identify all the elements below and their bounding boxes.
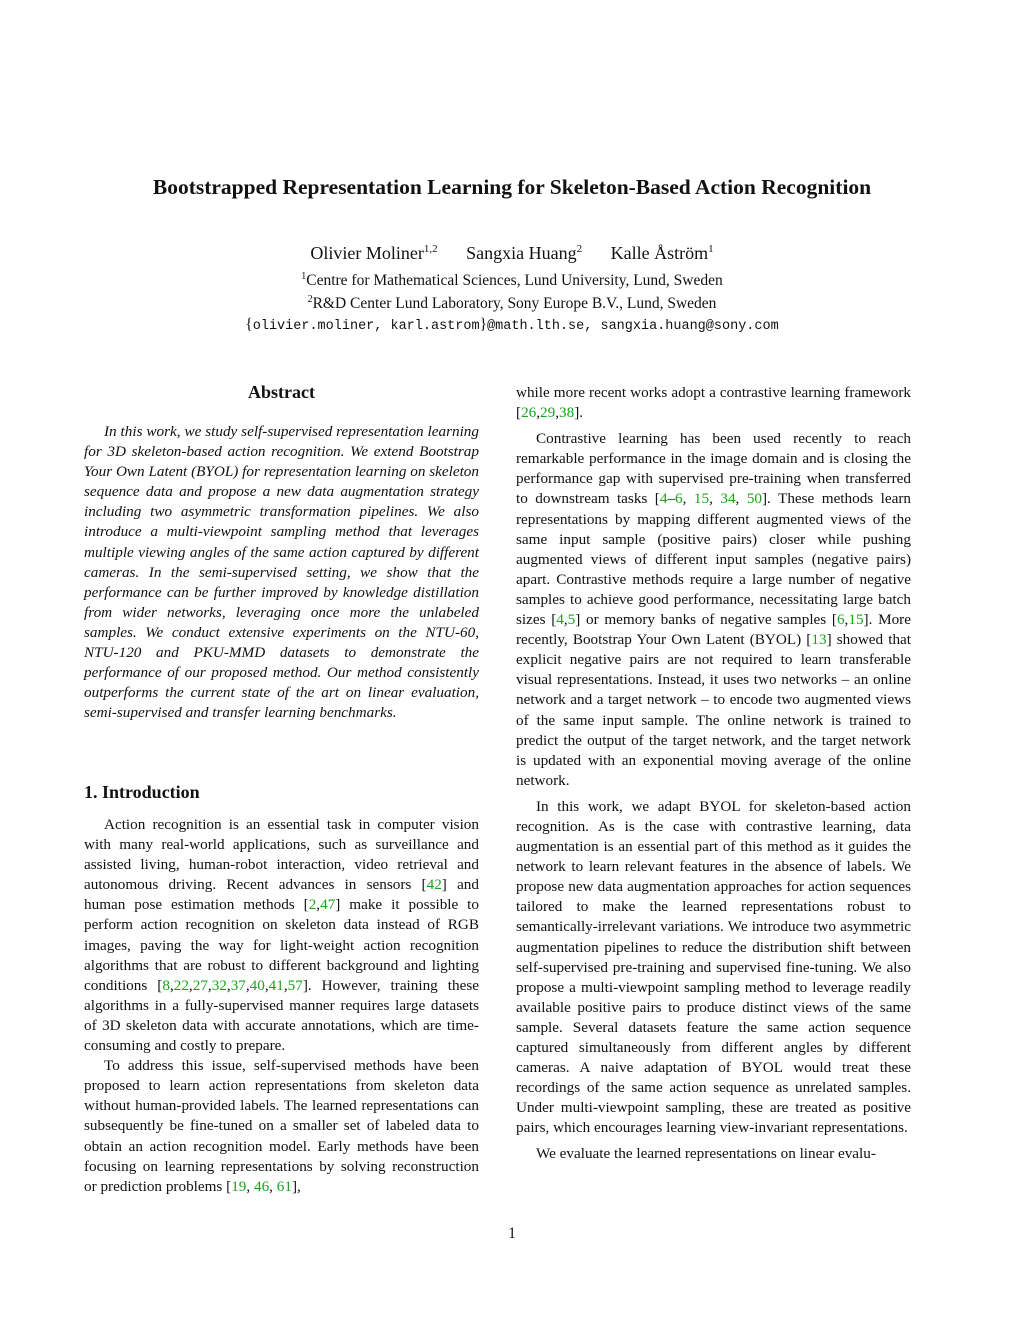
paragraph-contrastive: Contrastive learning has been used recently to reach remarkable performance in the image domain and is closing the performance gap with supervised pre-training when transferred to downstream tasks [4–6, 15, 34, 50]. These methods learn representations by mapping different augmented views of the same input sample (positive pairs) closer while pushing augmented views of different input samples (negative pairs) apart. Contrastive methods require a large number of negative samples to achieve good performance, necessitating large batch sizes [4,5] or memory banks of negative samples [6,15]. More recently, Bootstrap Your Own Latent (BYOL) [13] showed that explicit negative pairs are not required to learn transferable visual representations. Instead, it uses two networks – an online network and a target network – to encode two augmented views of the same input sample. The online network is trained to predict the output of the target network, and the target network is updated with an exponential moving average of the online network. — [516, 430, 912, 789]
paragraph-evaluation: We evaluate the learned representations on linear evalu- — [536, 1145, 876, 1163]
citation-link[interactable]: 50 — [746, 490, 762, 508]
affiliation-mark: 2 — [307, 294, 313, 305]
citation-link[interactable]: 61 — [276, 1177, 292, 1195]
email-brace-close: } — [479, 316, 488, 333]
text-run: ]. These methods learn representations by mapping different augmented views of the same input sample (positive pairs) closer while pushing augmented views of different input samples (negative pairs) apart. Contrastive methods require a large number of negative samples to achieve good performance, necessitating large batch sizes [ — [516, 490, 912, 629]
citation-link[interactable]: 57 — [287, 976, 303, 994]
citation-link[interactable]: 37 — [230, 976, 246, 994]
affiliation — [40, 289, 984, 315]
citation-link[interactable]: 2 — [308, 896, 317, 914]
citation-link[interactable]: 6 — [675, 490, 683, 508]
text-run: ]. — [574, 404, 584, 422]
citation-link[interactable]: 13 — [811, 631, 827, 649]
affiliation-text: Centre for Mathematical Sciences, Lund University, Lund, Sweden — [306, 272, 723, 290]
citation-link[interactable]: 4 — [556, 611, 564, 629]
text-run: while more recent works adopt a contrastive learning framework [ — [516, 384, 911, 422]
email-brace-open: { — [245, 316, 253, 333]
citation-link[interactable]: 26 — [521, 404, 537, 422]
section-heading-introduction: 1. Introduction — [84, 782, 200, 802]
affiliation-text: R&D Center Lund Laboratory, Sony Europe B.V., Lund, Sweden — [312, 295, 717, 313]
citation-link[interactable]: 29 — [540, 404, 556, 422]
author-name: Olivier Moliner — [310, 243, 424, 263]
paper-title: Bootstrapped Representation Learning for Skeleton-Based Action Recognition — [152, 175, 872, 199]
text-run: Contrastive learning has been used recently to reach remarkable performance in the image domain and is closing the performance gap with supervised pre-training when transferred to downstream tasks [ — [516, 430, 911, 508]
citation-link[interactable]: 41 — [268, 976, 284, 994]
affiliation-mark: 1 — [301, 271, 307, 282]
author-affiliation-mark: 1 — [708, 243, 714, 255]
abstract-body — [84, 422, 479, 723]
abstract-text: In this work, we study self-supervised representation learning for 3D skeleton-based action recognition. We extend Bootstrap Your Own Latent (BYOL) for representation learning on skeleton sequence data and propose a new data augmentation strategy including two asymmetric transformation pipelines. We also introduce a multi-viewpoint sampling method that leverages multiple viewing angles of the same action captured by different cameras. In the semi-supervised setting, we show that the performance can be further improved by knowledge distillation from wider networks, leveraging once more the unlabeled samples. We conduct extensive experiments on the NTU-60, NTU-120 and PKU-MMD datasets to demonstrate the performance of our proposed method. Our method consistently outperforms the current state of the art on linear evaluation, semi-supervised and transfer learning benchmarks. — [84, 423, 479, 722]
page-number: 1 — [508, 1225, 516, 1242]
citation-link[interactable]: 6 — [836, 611, 845, 629]
citation-link[interactable]: 5 — [567, 611, 576, 629]
author-affiliation-mark: 1,2 — [423, 243, 438, 255]
citation-link[interactable]: 22 — [173, 976, 189, 994]
text-run: ], — [291, 1177, 301, 1195]
citation-link[interactable]: 19 — [231, 1177, 247, 1195]
email-rest: @math.lth.se, sangxia.huang@sony.com — [487, 319, 779, 334]
citation-link[interactable]: 4 — [659, 490, 668, 508]
text-run: ] showed that explicit negative pairs are not required to learn transferable visual representations. Instead, it uses two networks – an online network and a target network – to encode two augmented views of the same input sample. The online network is trained to predict the output of the target network, and the target network is updated with an exponential moving average of the online network. — [516, 631, 912, 789]
right-column-body — [516, 383, 911, 1165]
paragraph-byol-adaptation: In this work, we adapt BYOL for skeleton-based action recognition. As is the case with contrastive learning, data augmentation is an essential part of this method as it guides the network to learn relevant features in the absence of labels. We propose new data augmentation approaches for action sequences tailored to make the learned representations robust to semantically-irrelevant variations. We introduce two asymmetric augmentation pipelines to reduce the distribution shift between self-supervised pre-training and supervised fine-tuning. We also propose a multi-viewpoint sampling method to leverage readily available positive pairs to produce distinct views of the same sample. Several datasets feature the same action sequence captured simultaneously from different angles by different cameras. A naive adaptation of BYOL would treat these recordings of the same action sequence as unrelated samples. Under multi-viewpoint sampling, these are treated as positive pairs, which encourages learning view-invariant representations. — [516, 797, 911, 1137]
text-run: To address this issue, self-supervised methods have been proposed to learn action representations from skeleton data without human-provided labels. The learned representations can subsequently be fine-tuned on a smaller set of labeled data to obtain an action recognition model. Early methods have been focusing on learning representations by solving reconstruction or prediction problems [ — [84, 1057, 479, 1195]
intro-paragraph-1: Action recognition is an essential task in computer vision with many real-world applications, such as surveillance and assisted living, human-robot interaction, video retrieval and autonomous driving. Recent advances in sensors [42] and human pose estimation methods [2,47] make it possible to perform action recognition on skeleton data instead of RGB images, paving the way for light-weight action recognition algorithms that are robust to different background and lighting conditions [8,22,27,32,37,40,41,57]. However, training these algorithms in a fully-supervised manner requires large datasets of 3D skeleton data with accurate annotations, which are time-consuming and costly to prepare. — [84, 816, 479, 1055]
text-run: ]. More recently, Bootstrap Your Own Latent (BYOL) [ — [516, 611, 911, 649]
text-run: ] and human pose estimation methods [ — [84, 876, 479, 914]
text-run: ] or memory banks of negative samples [ — [575, 611, 837, 629]
author — [310, 236, 437, 266]
citation-link[interactable]: 42 — [426, 876, 442, 894]
citation-link[interactable]: 40 — [249, 976, 265, 994]
intro-paragraph-2: To address this issue, self-supervised methods have been proposed to learn action representations from skeleton data without human-provided labels. The learned representations can subsequently be fine-tuned on a smaller set of labeled data to obtain an action recognition model. Early methods have been focusing on learning representations by solving reconstruction or prediction problems [19, 46, 61], — [84, 1057, 479, 1195]
citation-link[interactable]: 15 — [693, 490, 710, 508]
author-emails — [40, 314, 984, 338]
author — [466, 236, 582, 266]
text-run: ] make it possible to perform action recognition on skeleton data instead of RGB images, paving the way for light-weight action recognition algorithms that are robust to different background and lighting conditions [ — [84, 896, 479, 994]
citation-link[interactable]: 47 — [320, 896, 336, 914]
citation-link[interactable]: 8 — [162, 976, 170, 994]
author-name: Sangxia Huang — [466, 243, 577, 263]
citation-link[interactable]: 38 — [559, 404, 575, 422]
author-name: Kalle Åström — [610, 243, 709, 263]
abstract-heading: Abstract — [248, 382, 315, 402]
text-run: ]. However, training these algorithms in a fully-supervised manner requires large datasets of 3D skeleton data with accurate annotations, which are time-consuming and costly to prepare. — [84, 976, 479, 1055]
introduction-body — [84, 815, 479, 1197]
citation-link[interactable]: 32 — [211, 976, 227, 994]
citation-link[interactable]: 27 — [192, 976, 208, 994]
author-affiliation-mark: 2 — [576, 243, 583, 255]
citation-link[interactable]: 15 — [848, 611, 864, 629]
citation-link[interactable]: 34 — [720, 490, 736, 508]
author — [611, 236, 714, 266]
author-list — [40, 236, 984, 266]
text-run: – — [667, 490, 676, 508]
citation-link[interactable]: 46 — [253, 1177, 270, 1195]
email-group: olivier.moliner, karl.astrom — [252, 319, 480, 334]
text-run: Action recognition is an essential task in computer vision with many real-world applications, such as surveillance and assisted living, human-robot interaction, video retrieval and autonomous driving. Recent advances in sensors [ — [84, 816, 479, 894]
paragraph-continuation: while more recent works adopt a contrastive learning framework [26,29,38]. — [516, 384, 911, 422]
